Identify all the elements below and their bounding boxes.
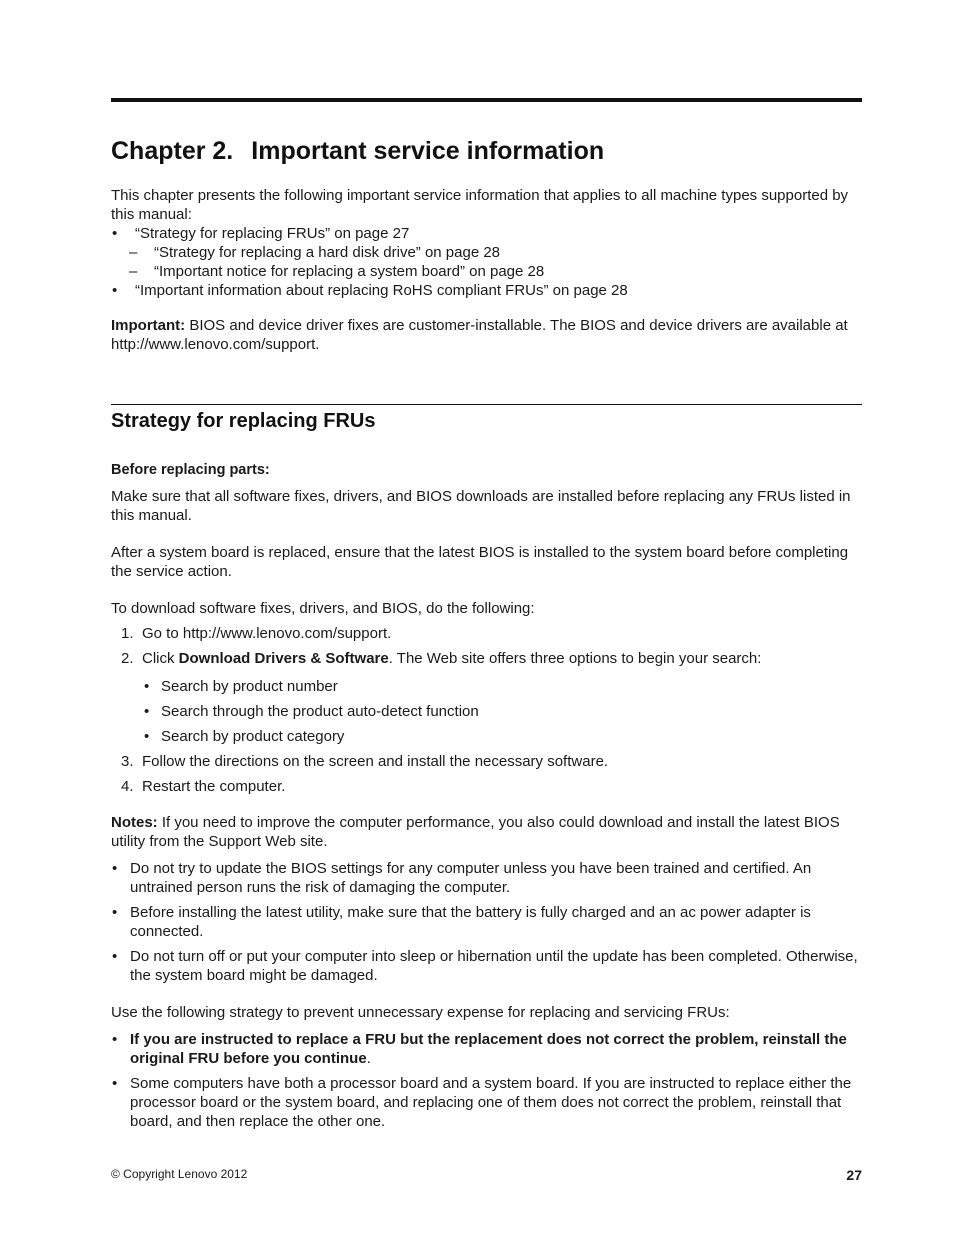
bios-cautions xyxy=(111,859,862,991)
caution-item: • Do not turn off or put your computer into sleep or hibernation until the update has been completed. Otherwise, the system board might be damaged. xyxy=(111,947,862,985)
step-3 xyxy=(111,752,862,771)
step-emphasis: Download Drivers & Software xyxy=(178,650,389,667)
toc-subitem-label[interactable]: “Important notice for replacing a system board” on page 28 xyxy=(154,263,545,280)
toc-sublist xyxy=(135,243,862,281)
step-number: 3. xyxy=(121,753,134,770)
option-auto-detect: • Search through the product auto-detect function xyxy=(142,702,862,721)
section-rule xyxy=(111,404,862,405)
subheading-before-replacing: Before replacing parts: xyxy=(111,462,270,478)
important-label: Important: xyxy=(111,317,186,334)
step-text: Restart the computer. xyxy=(142,778,286,795)
chapter-rule xyxy=(111,98,862,102)
notes-text: If you need to improve the computer performance, you also could download and install the latest BIOS utility from the Support Web site. xyxy=(111,814,840,850)
step-number: 2. xyxy=(121,650,134,667)
option-product-number: • Search by product number xyxy=(142,677,862,696)
intro-block xyxy=(111,186,862,300)
step-text: Go to http://www.lenovo.com/support. xyxy=(142,625,392,642)
strategy-item xyxy=(111,1030,862,1068)
intro-text: This chapter presents the following important service information that applies to all machine types supported by this manual: xyxy=(111,187,849,223)
chapter-title xyxy=(111,135,604,167)
step-4 xyxy=(111,777,862,796)
toc-item-label[interactable]: “Important information about replacing RoHS compliant FRUs” on page 28 xyxy=(135,282,628,299)
toc-item-rohs[interactable] xyxy=(111,281,862,300)
section-title: Strategy for replacing FRUs xyxy=(111,410,376,432)
caution-item: • Do not try to update the BIOS settings for any computer unless you have been trained and certified. An untrained person runs the risk of damaging the computer. xyxy=(111,859,862,897)
important-text: BIOS and device driver fixes are customer-installable. The BIOS and device drivers are available at http://www.lenovo.com/support. xyxy=(111,317,848,353)
paragraph-software-fixes: Make sure that all software fixes, drivers, and BIOS downloads are installed before replacing any FRUs listed in this manual. xyxy=(111,488,851,524)
toc-subitem-hdd[interactable] xyxy=(111,243,862,262)
notes-block xyxy=(111,813,862,851)
step-2 xyxy=(111,649,862,746)
important-note xyxy=(111,316,862,354)
step-text: Click xyxy=(142,650,179,667)
paragraph-download: To download software fixes, drivers, and BIOS, do the following: xyxy=(111,600,535,617)
step-number: 4. xyxy=(121,778,134,795)
toc-item-strategy[interactable] xyxy=(111,224,862,281)
strategy-emphasis: If you are instructed to replace a FRU but the replacement does not correct the problem, reinstall the original FRU before you continue xyxy=(130,1031,847,1067)
chapter-number: Chapter 2. xyxy=(111,137,234,165)
step-1 xyxy=(111,624,862,643)
toc-subitem-system-board[interactable] xyxy=(111,262,862,281)
strategy-list xyxy=(111,1030,862,1137)
step-text: . The Web site offers three options to begin your search: xyxy=(388,650,762,667)
toc-list xyxy=(111,224,862,300)
paragraph-system-board: After a system board is replaced, ensure that the latest BIOS is installed to the system board before completing the service action. xyxy=(111,544,849,580)
search-options xyxy=(142,677,862,746)
page-number: 27 xyxy=(846,1167,862,1183)
paragraph-strategy: Use the following strategy to prevent unnecessary expense for replacing and servicing FRUs: xyxy=(111,1004,730,1021)
strategy-item: • Some computers have both a processor board and a system board. If you are instructed to replace either the processor board or the system board, and replacing one of them does not correct the problem, reinstall that board, and then replace the other one. xyxy=(111,1074,862,1131)
caution-item: • Before installing the latest utility, make sure that the battery is fully charged and an ac power adapter is connected. xyxy=(111,903,862,941)
toc-subitem-label[interactable]: “Strategy for replacing a hard disk drive” on page 28 xyxy=(154,244,501,261)
strategy-text: . xyxy=(366,1050,371,1067)
option-product-category: • Search by product category xyxy=(142,727,862,746)
toc-item-label[interactable]: “Strategy for replacing FRUs” on page 27 xyxy=(135,225,410,242)
chapter-title-text: Important service information xyxy=(251,137,605,165)
step-number: 1. xyxy=(121,625,134,642)
notes-label: Notes: xyxy=(111,814,158,831)
step-text: Follow the directions on the screen and install the necessary software. xyxy=(142,753,609,770)
footer-copyright: © Copyright Lenovo 2012 xyxy=(111,1167,248,1181)
download-steps xyxy=(111,624,862,802)
